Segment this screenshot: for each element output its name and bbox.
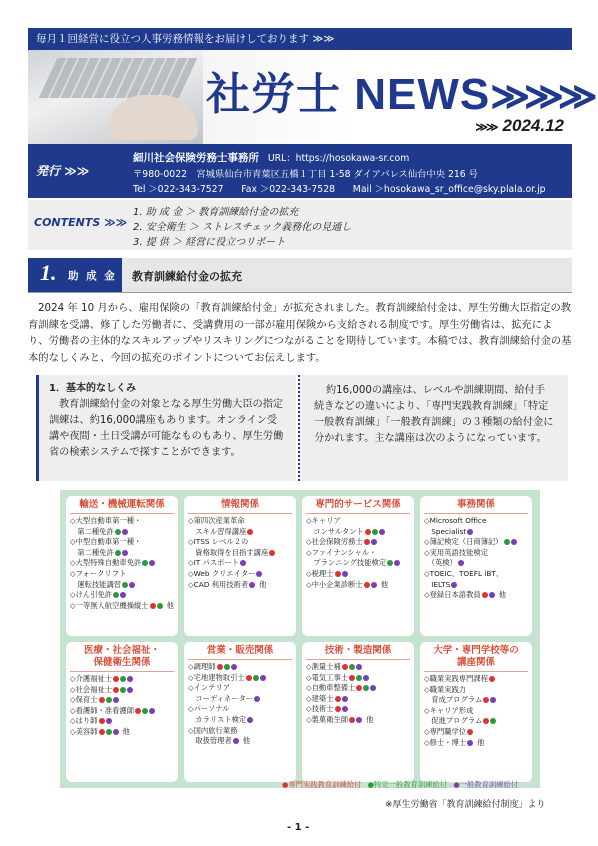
laptop-photo	[28, 50, 203, 144]
benefit-dot-icon	[99, 729, 105, 735]
course-name: ◇看護師・准看護師	[70, 705, 134, 715]
benefit-dot-icon	[231, 664, 237, 670]
benefit-dot-icon	[113, 697, 119, 703]
course-item	[306, 527, 410, 538]
benefit-dot-icon	[99, 697, 105, 703]
category-card	[420, 496, 532, 636]
course-name: 運転技能講習	[70, 579, 122, 589]
course-item	[188, 704, 292, 715]
course-name: ◇Web クリエイター	[188, 568, 256, 578]
course-name: ◇CAD 利用技術者	[188, 579, 249, 589]
benefit-dot-icon	[451, 582, 457, 588]
section-header	[28, 258, 572, 293]
course-item	[70, 674, 174, 685]
course-item	[188, 569, 292, 580]
benefit-dot-icon	[356, 664, 362, 670]
benefit-dot-icon	[106, 697, 112, 703]
basic-box	[36, 375, 296, 481]
course-item	[188, 736, 292, 747]
course-name: ◇登録日本語教員	[424, 590, 481, 600]
course-item	[188, 683, 292, 694]
benefit-dot-icon	[249, 582, 255, 588]
course-item	[306, 516, 410, 527]
benefit-dot-icon	[335, 706, 341, 712]
benefit-dot-icon	[233, 738, 239, 744]
types-text: 約16,000の講座は、レベルや訓練期間、給付手続きなどの違いにより、「専門実践教育訓練」「特定一般教育訓練」「一般教育訓練」の３種類の給付金に分かれます。主な講座は次のようになっています。	[314, 385, 554, 444]
benefit-dot-icon	[115, 550, 121, 556]
category-card	[184, 642, 296, 782]
course-item	[70, 516, 174, 527]
course-name: ◇自動車整備士	[306, 683, 356, 693]
etc-label: 他	[122, 726, 130, 736]
category-card	[302, 496, 414, 636]
benefit-dot-icon	[356, 717, 362, 723]
course-name: ◇TOEIC、TOEFL iBT、	[424, 568, 504, 578]
course-item	[424, 537, 528, 548]
legend	[282, 780, 522, 790]
section-badge	[28, 258, 122, 292]
course-name: 促進プログラム	[424, 716, 483, 726]
benefit-dot-icon	[106, 729, 112, 735]
course-name: ◇国内旅行業務	[188, 725, 238, 735]
issue-date-text: 2024.12	[502, 116, 564, 135]
benefit-dot-icon	[115, 529, 121, 535]
benefit-dot-icon	[342, 664, 348, 670]
course-item	[70, 590, 174, 601]
category-title: 医療・社会福祉・ 保健衛生関係	[70, 645, 174, 672]
page-number: - 1 -	[287, 822, 310, 833]
etc-label: 他	[166, 600, 174, 610]
category-title: 技術・製造関係	[306, 645, 410, 660]
benefit-dot-icon	[135, 708, 141, 714]
benefit-dot-icon	[120, 676, 126, 682]
benefit-dot-icon	[356, 685, 362, 691]
etc-label: 他	[477, 737, 485, 747]
course-name: ◇けん引免許	[70, 590, 113, 600]
benefit-dot-icon	[240, 560, 246, 566]
course-name: ◇技術士	[306, 704, 334, 714]
basic-text: 教育訓練給付金の対象となる厚生労働大臣の指定訓練は、約16,000講座もあります。オンライン受講や夜間・土日受講が可能なものもあり、厚生労働省の検索システムで探すことができます。	[49, 399, 284, 458]
contents-item[interactable]: 3. 提 供 ＞ 経営に役立つリポート	[133, 237, 286, 248]
benefit-dot-icon	[379, 529, 385, 535]
benefit-dot-icon	[113, 592, 119, 598]
publisher-label: 発行 ≫≫	[36, 164, 90, 178]
course-item	[188, 726, 292, 737]
course-name: ◇Microsoft Office	[424, 516, 487, 525]
course-item	[306, 662, 410, 673]
course-item	[424, 516, 528, 527]
benefit-dot-icon	[467, 740, 473, 746]
category-card	[302, 642, 414, 782]
course-item	[306, 704, 410, 715]
contact-line	[133, 181, 546, 195]
course-name: ◇簿記検定（日商簿記）	[424, 537, 503, 547]
course-name: ◇介護福祉士	[70, 674, 113, 683]
benefit-dot-icon	[256, 571, 262, 577]
fax-text: Fax ＞022-343-7528	[241, 184, 336, 195]
course-name: ◇建築士	[306, 693, 334, 703]
source-note: ※厚生労働省「教育訓練給付制度」より	[385, 800, 546, 810]
legend-purple: ●一般教育訓練給付	[453, 780, 519, 789]
benefit-dot-icon	[504, 539, 510, 545]
course-name: ◇大型特殊自動車免許	[70, 558, 142, 568]
course-name: ◇保育士	[70, 695, 98, 705]
benefit-dot-icon	[127, 676, 133, 682]
chevron-icon: ≫≫	[475, 120, 497, 134]
benefit-dot-icon	[157, 603, 163, 609]
benefit-dot-icon	[129, 582, 135, 588]
course-name: （英検）	[424, 558, 457, 568]
course-item	[188, 673, 292, 684]
benefit-dot-icon	[467, 729, 473, 735]
benefit-dot-icon	[489, 592, 495, 598]
tel-text: Tel ＞022-343-7527	[133, 184, 224, 195]
course-item	[424, 548, 528, 559]
course-item	[424, 727, 528, 738]
course-name: 取扱管理者	[188, 736, 232, 746]
contents-box	[28, 200, 572, 250]
benefit-dot-icon	[106, 718, 112, 724]
etc-label: 他	[259, 579, 267, 589]
benefit-dot-icon	[349, 664, 355, 670]
publisher-info	[28, 144, 572, 198]
benefit-dot-icon	[335, 696, 341, 702]
benefit-dot-icon	[482, 592, 488, 598]
course-name: ◇ITSS レベル２の	[188, 537, 249, 547]
course-item	[188, 548, 292, 559]
course-item	[70, 580, 174, 591]
benefit-dot-icon	[490, 718, 496, 724]
category-card	[66, 642, 178, 782]
course-item	[70, 695, 174, 706]
category-title: 専門的サービス関係	[306, 499, 410, 514]
benefit-dot-icon	[269, 550, 275, 556]
course-name: ◇一等無人航空機操縦士	[70, 600, 149, 610]
course-item	[424, 558, 528, 569]
course-item	[424, 716, 528, 727]
benefit-dot-icon	[365, 529, 371, 535]
course-name: Specialist	[424, 526, 467, 536]
course-item	[424, 738, 528, 749]
benefit-dot-icon	[363, 675, 369, 681]
benefit-dot-icon	[217, 664, 223, 670]
category-card	[184, 496, 296, 636]
masthead-hero	[28, 50, 592, 144]
course-name: ◇中型自動車第一種・	[70, 537, 142, 547]
benefit-dot-icon	[120, 687, 126, 693]
course-item	[424, 580, 528, 591]
course-name: IELTS	[424, 579, 451, 589]
course-item	[424, 527, 528, 538]
types-box	[298, 375, 568, 481]
benefit-dot-icon	[489, 676, 495, 682]
course-item	[188, 558, 292, 569]
office-url[interactable]: URL：https://hosokawa-sr.com	[267, 153, 410, 164]
course-item	[70, 558, 174, 569]
title-arrows-icon: ≫≫≫	[490, 76, 592, 118]
course-name: カラリスト検定	[188, 714, 247, 724]
course-item	[306, 715, 410, 726]
office-name: 細川社会保険労務士事務所	[133, 152, 259, 164]
course-name: ◇測量士補	[306, 662, 341, 671]
category-title: 営業・販売関係	[188, 645, 292, 660]
contents-item[interactable]: 1. 助 成 金 ＞ 教育訓練給付金の拡充	[133, 207, 299, 218]
section-title: 教育訓練給付金の拡充	[132, 270, 242, 283]
course-name: ◇実用英語技能検定	[424, 547, 488, 557]
course-name: ◇インテリア	[188, 683, 231, 693]
course-item	[424, 674, 528, 685]
course-name: スキル習得講座	[188, 526, 247, 536]
course-item	[70, 727, 174, 738]
office-line	[133, 150, 409, 165]
course-item	[70, 685, 174, 696]
course-name: ◇第四次産業革命	[188, 516, 245, 525]
course-item	[70, 601, 174, 612]
contents-label: CONTENTS ≫≫	[34, 216, 128, 229]
course-name: ◇専門職学位	[424, 726, 467, 736]
course-item	[424, 569, 528, 580]
course-name: ◇ファイナンシャル・	[306, 547, 377, 557]
course-name: ◇キャリア形成	[424, 705, 474, 715]
course-name: 第二種免許	[70, 547, 114, 557]
benefit-dot-icon	[246, 675, 252, 681]
benefit-dot-icon	[142, 708, 148, 714]
benefit-dot-icon	[342, 706, 348, 712]
course-item	[424, 590, 528, 601]
benefit-dot-icon	[387, 560, 393, 566]
course-item	[306, 569, 410, 580]
benefit-dot-icon	[342, 696, 348, 702]
course-name: ◇はり師	[70, 716, 98, 726]
course-item	[188, 580, 292, 591]
course-name: ◇大型自動車第一種・	[70, 516, 142, 525]
course-item	[70, 548, 174, 559]
course-name: ◇キャリア	[306, 516, 341, 525]
benefit-dot-icon	[127, 687, 133, 693]
course-item	[306, 537, 410, 548]
benefit-dot-icon	[364, 539, 370, 545]
benefit-dot-icon	[371, 582, 377, 588]
tagline-banner	[28, 28, 572, 50]
benefit-dot-icon	[142, 560, 148, 566]
benefit-dot-icon	[150, 603, 156, 609]
course-item	[188, 527, 292, 538]
benefit-dot-icon	[122, 550, 128, 556]
benefit-dot-icon	[483, 718, 489, 724]
intro-paragraph: 2024 年 10 月から、雇用保険の「教育訓練給付金」が拡充されました。教育訓練給付金は、厚生労働大臣指定の教育訓練を受講、修了した労働者に、受講費用の一部が雇用保険から支給される制度です。厚生労働省は、拡充により、労働者の主体的なスキルアップやリスキリングにつながることを期待しています。本稿では、教育訓練給付金の基本的なしくみと、今回の拡充のポイントについてお伝えします。	[28, 302, 572, 364]
newsletter-title-text: 社労士 NEWS	[206, 70, 491, 119]
course-item	[70, 706, 174, 717]
course-name: ◇電気工事士	[306, 672, 349, 682]
course-name: プランニング技能検定	[306, 558, 387, 568]
course-item	[306, 673, 410, 684]
course-name: ◇社会福祉士	[70, 684, 113, 694]
etc-label: 他	[366, 714, 374, 724]
benefit-dot-icon	[467, 529, 473, 535]
course-item	[306, 683, 410, 694]
basic-heading: 1．基本的なしくみ	[49, 383, 136, 394]
course-item	[70, 569, 174, 580]
benefit-dot-icon	[122, 582, 128, 588]
benefit-dot-icon	[483, 697, 489, 703]
course-name: ◇中小企業診断士	[306, 579, 363, 589]
course-name: ◇パーソナル	[188, 704, 230, 714]
benefit-dot-icon	[260, 675, 266, 681]
course-name: ◇IT パスポート	[188, 558, 240, 568]
benefit-dot-icon	[122, 529, 128, 535]
benefit-dot-icon	[364, 582, 370, 588]
course-item	[306, 558, 410, 569]
category-title: 情報関係	[188, 499, 292, 514]
benefit-dot-icon	[149, 560, 155, 566]
course-name: ◇職業実践力	[424, 684, 467, 694]
course-item	[188, 516, 292, 527]
course-item	[70, 716, 174, 727]
benefit-dot-icon	[247, 717, 253, 723]
benefit-dot-icon	[458, 560, 464, 566]
course-name: ◇製菓衛生師	[306, 714, 349, 724]
course-name: 資格取得を目指す講座	[188, 547, 269, 557]
course-item	[188, 715, 292, 726]
section-number: 1.	[40, 260, 57, 285]
course-name: ◇社会保険労務士	[306, 537, 363, 547]
benefit-dot-icon	[254, 696, 260, 702]
course-name: 育成プログラム	[424, 695, 483, 705]
course-item	[424, 706, 528, 717]
course-name: ◇フォークリフト	[70, 568, 127, 578]
tagline-text: 毎月１回経営に役立つ人事労務情報をお届けしております ≫≫	[36, 33, 335, 45]
benefit-dot-icon	[490, 697, 496, 703]
legend-green: ●特定一般教育訓練給付	[367, 780, 448, 789]
course-item	[306, 694, 410, 705]
benefit-dot-icon	[120, 592, 126, 598]
office-address: 〒980-0022 宮城県仙台市青葉区五橋１丁目 1-58 ダイアパレス仙台中央 216 号	[133, 169, 478, 180]
course-item	[424, 685, 528, 696]
benefit-dot-icon	[356, 675, 362, 681]
benefit-dot-icon	[349, 717, 355, 723]
course-name: ◇職業実践専門課程	[424, 674, 488, 683]
course-item	[188, 694, 292, 705]
benefit-dot-icon	[349, 675, 355, 681]
benefit-dot-icon	[335, 571, 341, 577]
etc-label: 他	[498, 590, 506, 600]
course-name: ◇修士・博士	[424, 737, 467, 747]
category-title: 大学・専門学校等の 講座関係	[424, 645, 528, 672]
benefit-dot-icon	[149, 708, 155, 714]
benefit-dot-icon	[363, 685, 369, 691]
benefit-dot-icon	[99, 718, 105, 724]
benefit-dot-icon	[342, 571, 348, 577]
course-name: ◇税理士	[306, 568, 334, 578]
course-name: ◇調理師	[188, 662, 216, 671]
benefit-dot-icon	[113, 676, 119, 682]
course-name: コンサルタント	[306, 526, 364, 536]
course-item	[70, 527, 174, 538]
course-name: ◇宅地建物取引士	[188, 672, 245, 682]
benefit-dot-icon	[371, 539, 377, 545]
benefit-dot-icon	[113, 729, 119, 735]
course-name: 第二種免許	[70, 526, 114, 536]
benefit-dot-icon	[253, 675, 259, 681]
category-card	[420, 642, 532, 782]
benefit-dot-icon	[511, 539, 517, 545]
course-item	[306, 580, 410, 591]
course-item	[188, 537, 292, 548]
legend-red: ●専門実践教育訓練給付	[282, 780, 362, 789]
course-item	[306, 548, 410, 559]
benefit-dot-icon	[372, 529, 378, 535]
newsletter-title	[206, 58, 592, 122]
course-item	[188, 662, 292, 673]
category-title: 事務関係	[424, 499, 528, 514]
contents-item[interactable]: 2. 安全衛生 ＞ ストレスチェック義務化の見通し	[133, 222, 352, 233]
mail-text[interactable]: Mail ＞hosokawa_sr_office@sky.plala.or.jp	[352, 184, 546, 195]
benefit-dot-icon	[394, 560, 400, 566]
etc-label: 他	[242, 736, 251, 746]
benefit-dot-icon	[247, 529, 253, 535]
benefit-dot-icon	[224, 664, 230, 670]
course-name: ◇美容師	[70, 726, 98, 736]
category-title: 輸送・機械運転関係	[70, 499, 174, 514]
course-item	[424, 695, 528, 706]
benefit-dot-icon	[113, 687, 119, 693]
section-category: 助 成 金	[68, 270, 117, 282]
course-item	[70, 537, 174, 548]
benefit-dot-icon	[370, 685, 376, 691]
category-card	[66, 496, 178, 636]
course-category-grid	[60, 490, 540, 788]
etc-label: 他	[380, 579, 388, 589]
issue-date	[475, 116, 564, 136]
course-name: コーディネーター	[188, 693, 254, 703]
